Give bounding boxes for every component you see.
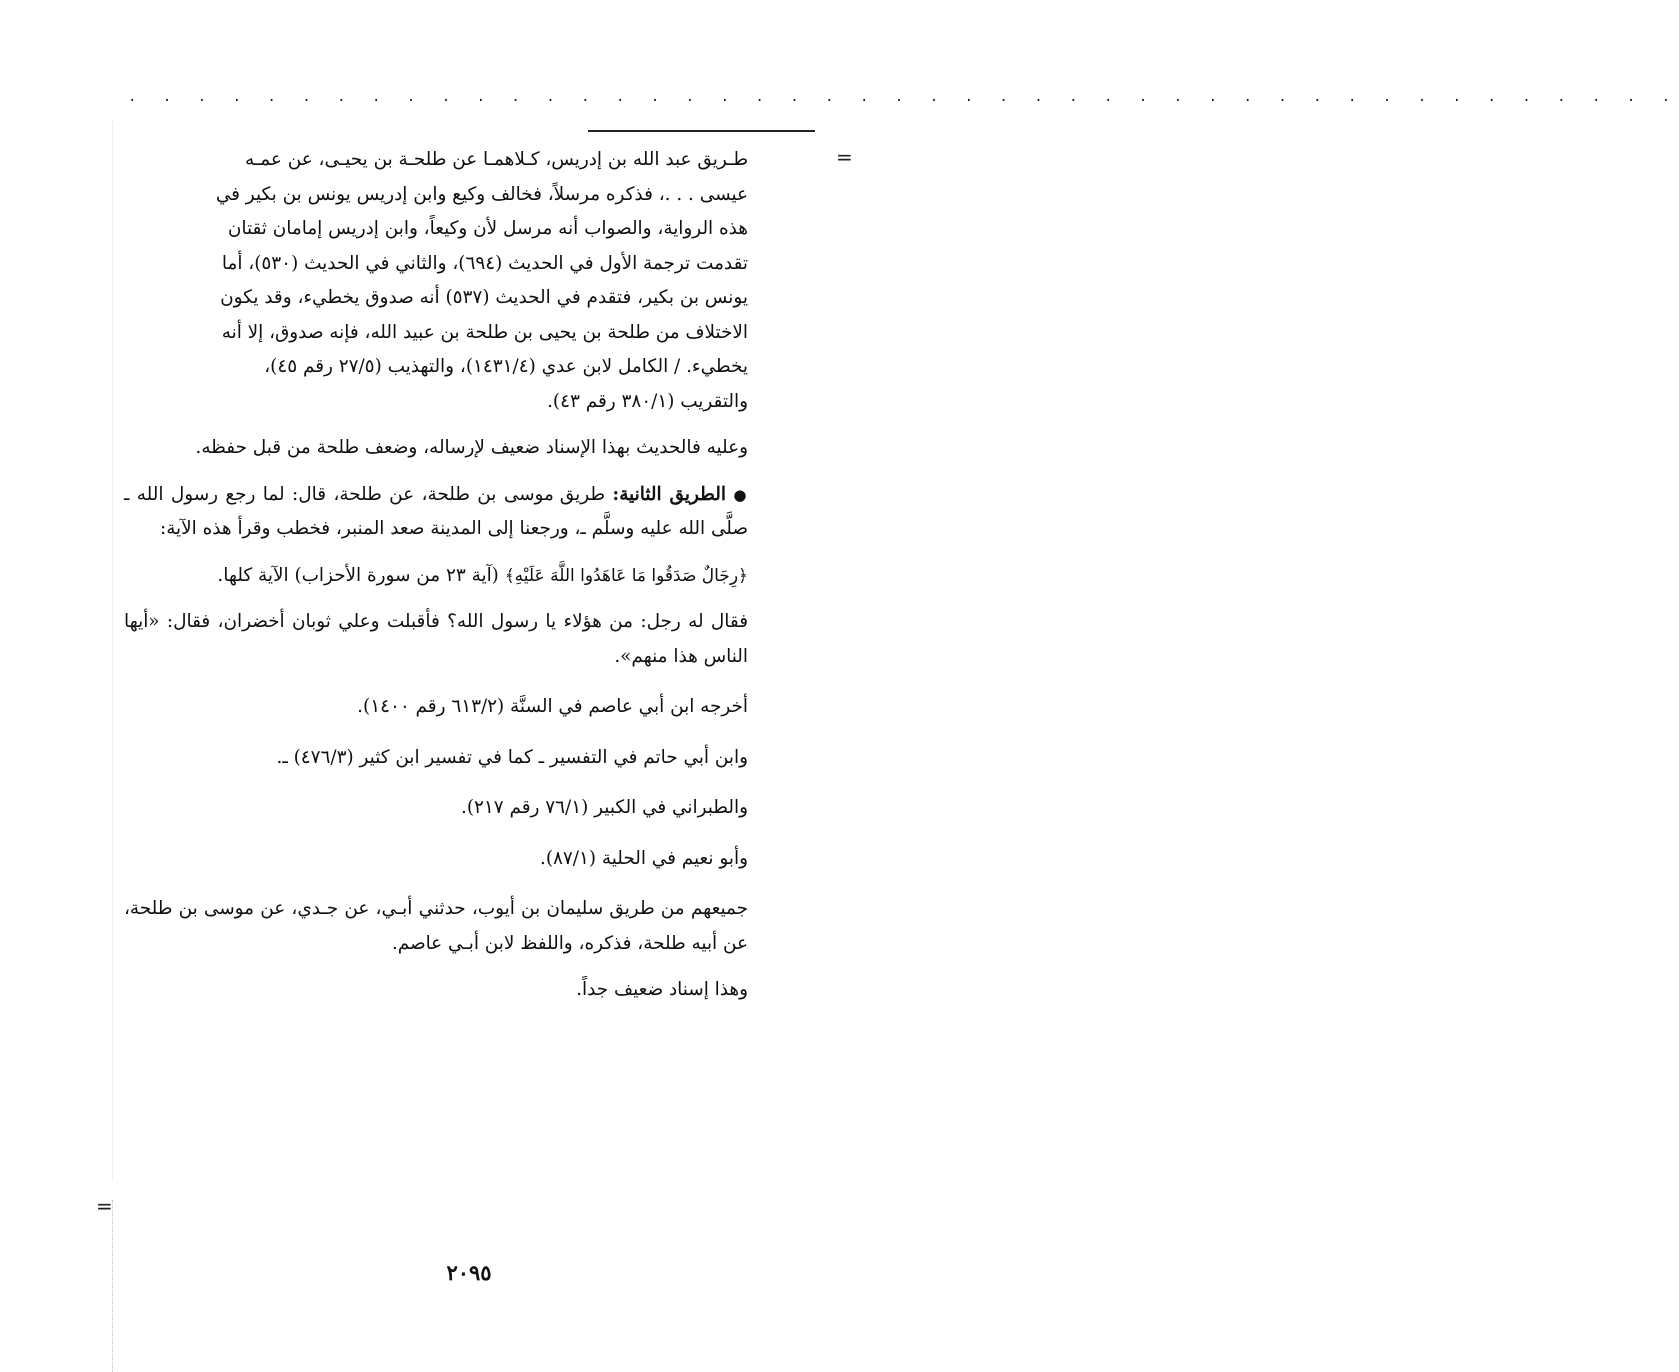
paragraph-source-4: وأبو نعيم في الحلية (٨٧/١).	[539, 847, 748, 869]
continuation-mark-bottom: =	[96, 1194, 113, 1218]
paragraph-conclusion: وعليه فالحديث بهذا الإسناد ضعيف لإرساله، وضعف طلحة من قبل حفظه.	[195, 437, 748, 458]
paragraph-chain: جميعهم من طريق سليمان بن أيوب، حدثني أبـي، عن جـدي، عن موسى بن طلحة، عن أبيه طلحة، فذكره، واللفظ لابن أبـي عاصم.	[124, 898, 748, 954]
paragraph-verdict: وهذا إسناد ضعيف جداً.	[576, 979, 748, 1000]
margin-line-bottom	[112, 1200, 113, 1372]
verse-reference: (آية ٢٣ من سورة الأحزاب) الآية كلها.	[217, 564, 499, 586]
footnote-line: طـريق عبد الله بن إدريس، كـلاهمـا عن طلحـة بن يحيـى، عن عمـه	[245, 149, 748, 170]
footnote-line: الاختلاف من طلحة بن يحيى بن طلحة بن عبيد الله، فإنه صدوق، إلا أنه	[221, 321, 748, 343]
footnote-block	[124, 143, 748, 419]
paragraph-source-2: وابن أبي حاتم في التفسير ـ كما في تفسير ابن كثير (٤٧٦/٣) ـ.	[276, 746, 748, 768]
footnote-line: والتقريب (٣٨٠/١ رقم ٤٣).	[547, 390, 748, 412]
paragraph-question: فقال له رجل: من هؤلاء يا رسول الله؟ فأقبلت وعلي ثوبان أخضران، فقال: «أيها الناس هذا منهم».	[124, 611, 748, 667]
margin-line-top	[112, 120, 113, 1180]
paragraph-source-1: أخرجه ابن أبي عاصم في السنَّة (٦١٣/٢ رقم ١٤٠٠).	[357, 696, 748, 717]
section-heading: الطريق الثانية:	[612, 483, 726, 505]
footnote-rule	[588, 130, 815, 132]
paragraph-quran-verse	[124, 559, 748, 594]
footnote-line: يونس بن بكير، فتقدم في الحديث (٥٣٧) أنه صدوق يخطيء، وقد يكون	[220, 287, 748, 308]
dotted-separator: . . . . . . . . . . . . . . . . . . . . . . . . . . . . . . . . . . . . . . . . . . . . .	[128, 89, 1679, 105]
quran-verse: ﴿رِجَالٌ صَدَقُوا مَا عَاهَدُوا اللَّهَ عَلَيْهِ﴾	[504, 565, 748, 586]
footnote-line: عيسى . . .، فذكره مرسلاً، فخالف وكيع وابن إدريس يونس بن بكير في	[215, 183, 748, 205]
page-body	[124, 143, 748, 1008]
continuation-mark-top: =	[836, 145, 853, 169]
paragraph-source-3: والطبراني في الكبير (٧٦/١ رقم ٢١٧).	[460, 797, 748, 818]
bullet-icon: ●	[733, 485, 748, 504]
paragraph-text: طريق موسى بن طلحة، عن طلحة، قال: لما رجع رسول الله ـ صلَّى الله عليه وسلَّم ـ، ورجعنا إلى المدينة صعد المنبر، فخطب وقرأ هذه الآية:	[124, 483, 748, 539]
footnote-line: هذه الرواية، والصواب أنه مرسل لأن وكيعاً، وابن إدريس إمامان ثقتان	[227, 218, 748, 239]
footnote-line: يخطيء. / الكامل لابن عدي (١٤٣١/٤)، والتهذيب (٢٧/٥ رقم ٤٥)،	[264, 356, 748, 377]
page-number: ٢٠٩٥	[446, 1260, 492, 1285]
paragraph-second-route	[124, 478, 748, 547]
footnote-line: تقدمت ترجمة الأول في الحديث (٦٩٤)، والثاني في الحديث (٥٣٠)، أما	[221, 252, 748, 274]
